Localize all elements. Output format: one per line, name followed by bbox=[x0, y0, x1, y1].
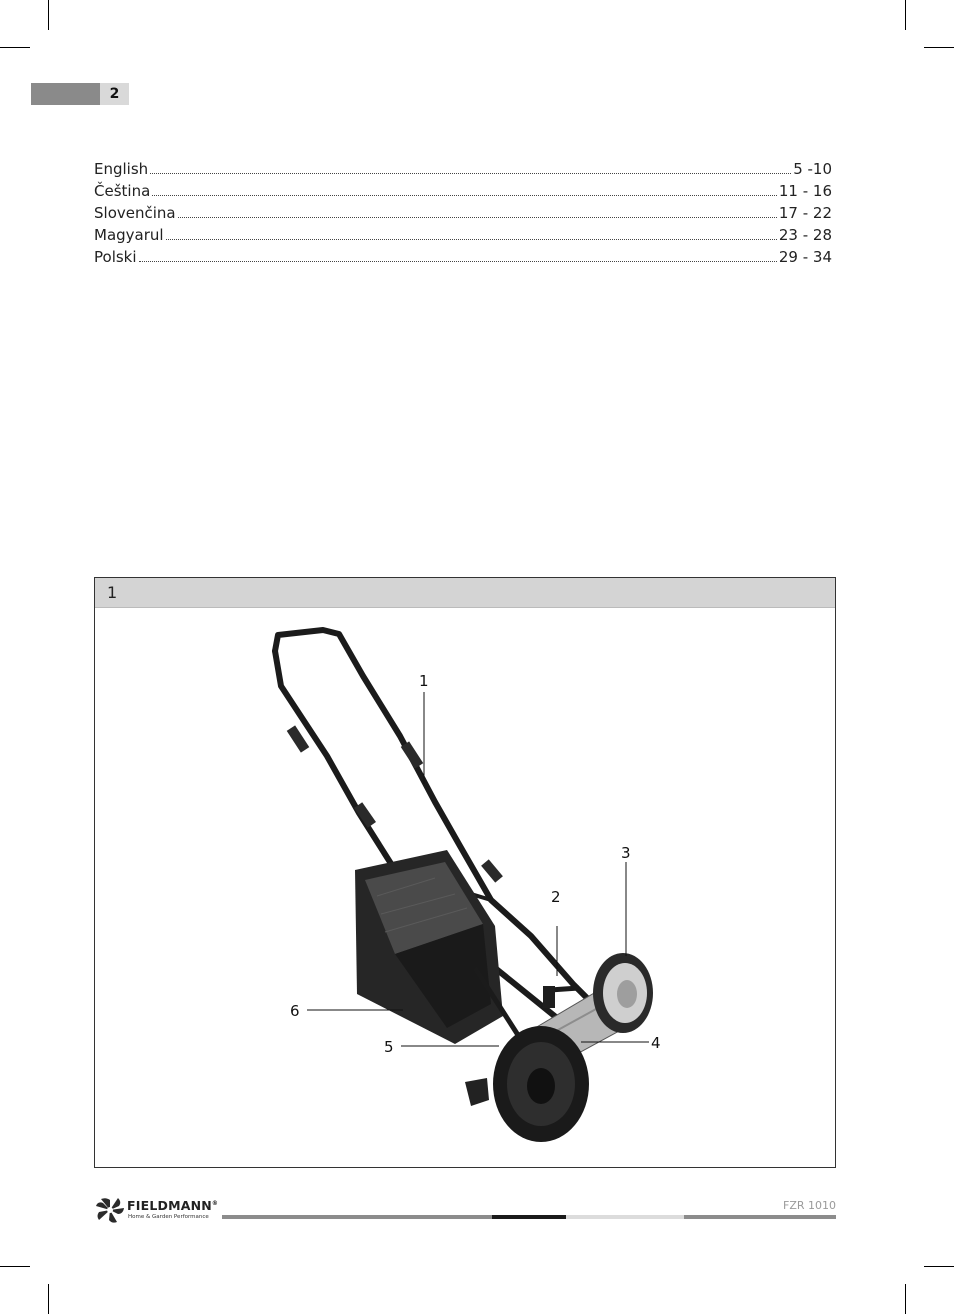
toc-pages: 5 -10 bbox=[793, 160, 832, 178]
crop-mark bbox=[905, 1284, 906, 1314]
toc-entry[interactable] bbox=[94, 182, 832, 204]
fan-logo-icon bbox=[95, 1196, 125, 1224]
footer-rule-gray bbox=[222, 1215, 492, 1219]
model-number: FZR 1010 bbox=[783, 1199, 836, 1212]
crop-mark bbox=[0, 47, 30, 48]
callout-6: 6 bbox=[290, 1002, 300, 1020]
callout-1: 1 bbox=[419, 672, 429, 690]
footer-rule-light bbox=[566, 1215, 684, 1219]
toc-language: Polski bbox=[94, 248, 137, 266]
crop-mark bbox=[48, 0, 49, 30]
far-wheel bbox=[593, 953, 653, 1033]
toc-leader-dots bbox=[139, 260, 777, 262]
callout-4: 4 bbox=[651, 1034, 661, 1052]
table-of-contents bbox=[94, 160, 832, 270]
page-number-tab bbox=[31, 83, 129, 105]
toc-entry[interactable] bbox=[94, 226, 832, 248]
toc-leader-dots bbox=[152, 194, 777, 196]
lawn-mower-illustration bbox=[95, 608, 835, 1167]
toc-language: Čeština bbox=[94, 182, 151, 200]
crop-mark bbox=[48, 1284, 49, 1314]
footer-rule-gray-end bbox=[684, 1215, 836, 1219]
callout-2: 2 bbox=[551, 888, 561, 906]
toc-entry[interactable] bbox=[94, 204, 832, 226]
crop-mark bbox=[905, 0, 906, 30]
toc-language: Slovenčina bbox=[94, 204, 176, 222]
page-tab-bar bbox=[31, 83, 100, 105]
crop-mark bbox=[0, 1266, 30, 1267]
toc-entry[interactable] bbox=[94, 160, 832, 182]
toc-language: English bbox=[94, 160, 149, 178]
callout-5: 5 bbox=[384, 1038, 394, 1056]
brand-tagline: Home & Garden Performance bbox=[128, 1214, 209, 1220]
crop-mark bbox=[924, 1266, 954, 1267]
crop-mark bbox=[924, 47, 954, 48]
toc-language: Magyarul bbox=[94, 226, 164, 244]
toc-entry[interactable] bbox=[94, 248, 832, 270]
toc-pages: 11 - 16 bbox=[778, 182, 832, 200]
toc-leader-dots bbox=[166, 238, 777, 240]
figure-panel bbox=[94, 577, 836, 1168]
toc-pages: 23 - 28 bbox=[778, 226, 832, 244]
toc-leader-dots bbox=[150, 172, 791, 174]
near-wheel bbox=[465, 1026, 589, 1142]
callout-3: 3 bbox=[621, 844, 631, 862]
toc-pages: 17 - 22 bbox=[778, 204, 832, 222]
toc-leader-dots bbox=[178, 216, 777, 218]
brand-logo bbox=[95, 1196, 223, 1224]
page-number: 2 bbox=[100, 83, 129, 105]
brand-name: FIELDMANN® bbox=[127, 1198, 219, 1213]
footer-rule-dark bbox=[492, 1215, 566, 1219]
figure-number: 1 bbox=[95, 578, 835, 608]
toc-pages: 29 - 34 bbox=[778, 248, 832, 266]
